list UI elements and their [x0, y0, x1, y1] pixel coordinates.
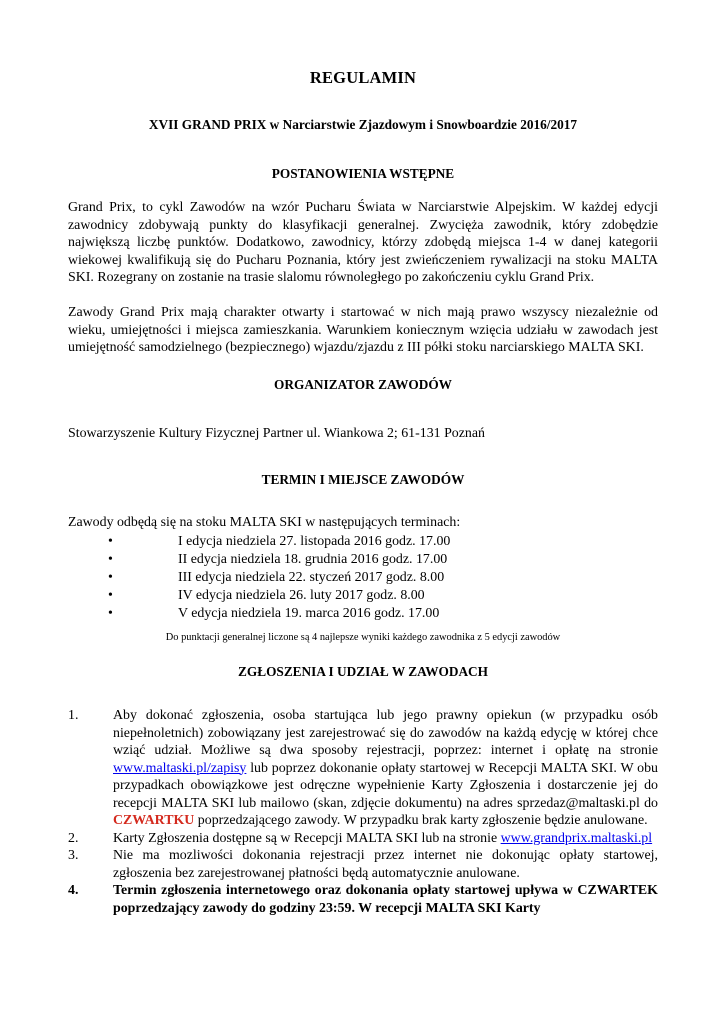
registration-list: [68, 707, 658, 917]
organizer-address: Stowarzyszenie Kultury Fizycznej Partner ul. Wiankowa 2; 61-131 Poznań: [68, 426, 485, 441]
bullet-icon: •: [108, 570, 113, 585]
heading-schedule: TERMIN I MIEJSCE ZAWODÓW: [261, 472, 465, 487]
heading-organizer: ORGANIZATOR ZAWODÓW: [274, 377, 452, 392]
grandprix-link[interactable]: www.grandprix.maltaski.pl: [500, 830, 653, 846]
scoring-note: Do punktacji generalnej liczone są 4 najlepsze wyniki każdego zawodnika z 5 edycji zawodów: [165, 632, 561, 643]
document-title: REGULAMIN: [309, 68, 417, 87]
bullet-icon: •: [108, 552, 113, 567]
schedule-intro: Zawody odbędą się na stoku MALTA SKI w następujących terminach:: [68, 515, 461, 530]
list-number: 4.: [68, 883, 79, 898]
list-item: 3. Nie ma mozliwości dokonania rejestracji przez internet nie dokonując opłaty startowej, zgłoszenia bez zarejestrowanej płatności będą automatycznie anulowane.: [68, 848, 658, 881]
document-subtitle: XVII GRAND PRIX w Narciarstwie Zjazdowym i Snowboardzie 2016/2017: [148, 117, 578, 132]
list-item: 2. Karty Zgłoszenia dostępne są w Recepcji MALTA SKI lub na stronie www.grandprix.maltaski.pl: [68, 830, 653, 846]
list-item: 1. Aby dokonać zgłoszenia, osoba startująca lub jego prawny opiekun (w przypadku osób niepełnoletnich) zobowiązany jest zarejestrować się do zawodów na każdą edycję w której chce wziąć udział. Możliwe są dwa sposoby rejestracji, poprzez: internet i opłatę na stronie www.maltaski.pl/zapisy lub poprzez dokonanie opłaty startowej w Recepcji MALTA SKI. W obu przypadkach obowiązkowe jest odręczne wypełnienie Karty Zgłoszenia i dostarczenie jej do recepcji MALTA SKI lub mailowo (skan, zdjęcie dokumentu) na adres sprzedaz@maltaski.pl do CZWARTKU poprzedzającego zawody. W przypadku brak karty zgłoszenie będzie anulowane.: [68, 708, 658, 828]
bullet-icon: •: [108, 606, 113, 621]
document-page: REGULAMIN XVII GRAND PRIX w Narciarstwie Zjazdowym i Snowboardzie 2016/2017 POSTANOWIENIA WSTĘPNE Grand Prix, to cykl Zawodów na wzór Pucharu Świata w Narciarstwie Alpejskim. W każdej edycji zawodnicy zdobywają punkty do klasyfikacji generalnej. Zwycięża zawodnik, który zdobędzie największą liczbę punktów. Dodatkowo, zawodnicy, którzy zdobędą miejsca 1-4 w danej kategorii wiekowej kwalifikują się do Pucharu Poznania, który jest zwieńczeniem rywalizacji na stoku MALTA SKI. Rozegrany on zostanie na trasie slalomu równoległego po zakończeniu cyklu Grand Prix. Zawody Grand Prix mają charakter otwarty i startować w nich mają prawo wszyscy niezależnie od wieku, umiejętności i miejsca zamieszkania. Warunkiem koniecznym wzięcia udziału w zawodach jest umiejętność samodzielnego (bezpiecznego) wjazdu/zjazdu z III półki stoku narciarskiego MALTA SKI. ORGANIZATOR ZAWODÓW Stowarzyszenie Kultury Fizycznej Partner ul. Wiankowa 2; 61-131 Poznań TERMIN I MIEJSCE ZAWODÓW Zawody odbędą się na stoku MALTA SKI w następujących terminach: • I edycja niedziela 27. listopada 2016 godz. 17.00 • II edycja niedziela 18. grudnia 2016 godz. 17.00 • III edycja niedziela 22. styczeń 2017 godz. 8.00 • IV edycja niedziela 26. luty 2017 godz. 8.00 • V edycja niedziela 19. marca 2016 godz. 17.00 Do punktacji generalnej liczone są 4 najlepsze wyniki każdego zawodnika z 5 edycji zawodów ZGŁOSZENIA I UDZIAŁ W ZAWODACH 1. Aby dokonać zgłoszenia, osoba startująca lub jego prawny opiekun (w przypadku osób niepełnoletnich) zobowiązany jest zarejestrować się do zawodów na każdą edycję w której chce wziąć udział. Możliwe są dwa sposoby rejestracji, poprzez: internet i opłatę na stronie www.maltaski.pl/zapisy lub poprzez dokonanie opłaty startowej w Recepcji MALTA SKI. W obu przypadkach obowiązkowe jest odręczne wypełnienie Karty Zgłoszenia i dostarczenie jej do recepcji MALTA SKI lub mailowo (skan, zdjęcie dokumentu) na adres sprzedaz@maltaski.pl do CZWARTKU poprzedzającego zawody. W przypadku brak karty zgłoszenie będzie anulowane. 2. Karty Zgłoszenia dostępne są w Recepcji MALTA SKI lub na stronie www.grandprix.maltaski.pl 3. Nie ma mozliwości dokonania rejestracji przez internet nie dokonując opłaty startowej, zgłoszenia bez zarejestrowanej płatności będą automatycznie anulowane. 4. Termin zgłoszenia internetowego oraz dokonania opłaty startowej upływa w CZWARTEK poprzedzający zawody do godziny 23:59. W recepcji MALTA SKI Karty: [68, 68, 658, 916]
deadline-highlight: CZWARTKU: [113, 813, 195, 828]
list-number: 2.: [68, 830, 79, 846]
intro-paragraph-2: Zawody Grand Prix mają charakter otwarty i startować w nich mają prawo wszyscy niezależnie od wieku, umiejętności i miejsca zamieszkania. Warunkiem koniecznym wzięcia udziału w zawodach jest umiejętność samodzielnego (bezpiecznego) wjazdu/zjazdu z III półki stoku narciarskiego MALTA SKI.: [68, 305, 658, 355]
list-number: 3.: [68, 848, 79, 863]
intro-paragraph-1: Grand Prix, to cykl Zawodów na wzór Pucharu Świata w Narciarstwie Alpejskim. W każdej edycji zawodnicy zdobywają punkty do klasyfikacji generalnej. Zwycięża zawodnik, który zdobędzie największą liczbę punktów. Dodatkowo, zawodnicy, którzy zdobędą miejsca 1-4 w danej kategorii wiekowej kwalifikują się do Pucharu Poznania, który jest zwieńczeniem rywalizacji na stoku MALTA SKI. Rozegrany on zostanie na trasie slalomu równoległego po zakończeniu cyklu Grand Prix.: [68, 200, 658, 285]
list-number: 1.: [68, 708, 79, 723]
bullet-icon: •: [108, 588, 113, 603]
bullet-icon: •: [108, 534, 113, 549]
heading-registration: ZGŁOSZENIA I UDZIAŁ W ZAWODACH: [238, 664, 488, 679]
list-item: 4. Termin zgłoszenia internetowego oraz dokonania opłaty startowej upływa w CZWARTEK poprzedzający zawody do godziny 23:59. W recepcji MALTA SKI Karty: [68, 883, 658, 916]
heading-intro: POSTANOWIENIA WSTĘPNE: [271, 166, 455, 181]
zapisy-link[interactable]: www.maltaski.pl/zapisy: [113, 760, 247, 776]
